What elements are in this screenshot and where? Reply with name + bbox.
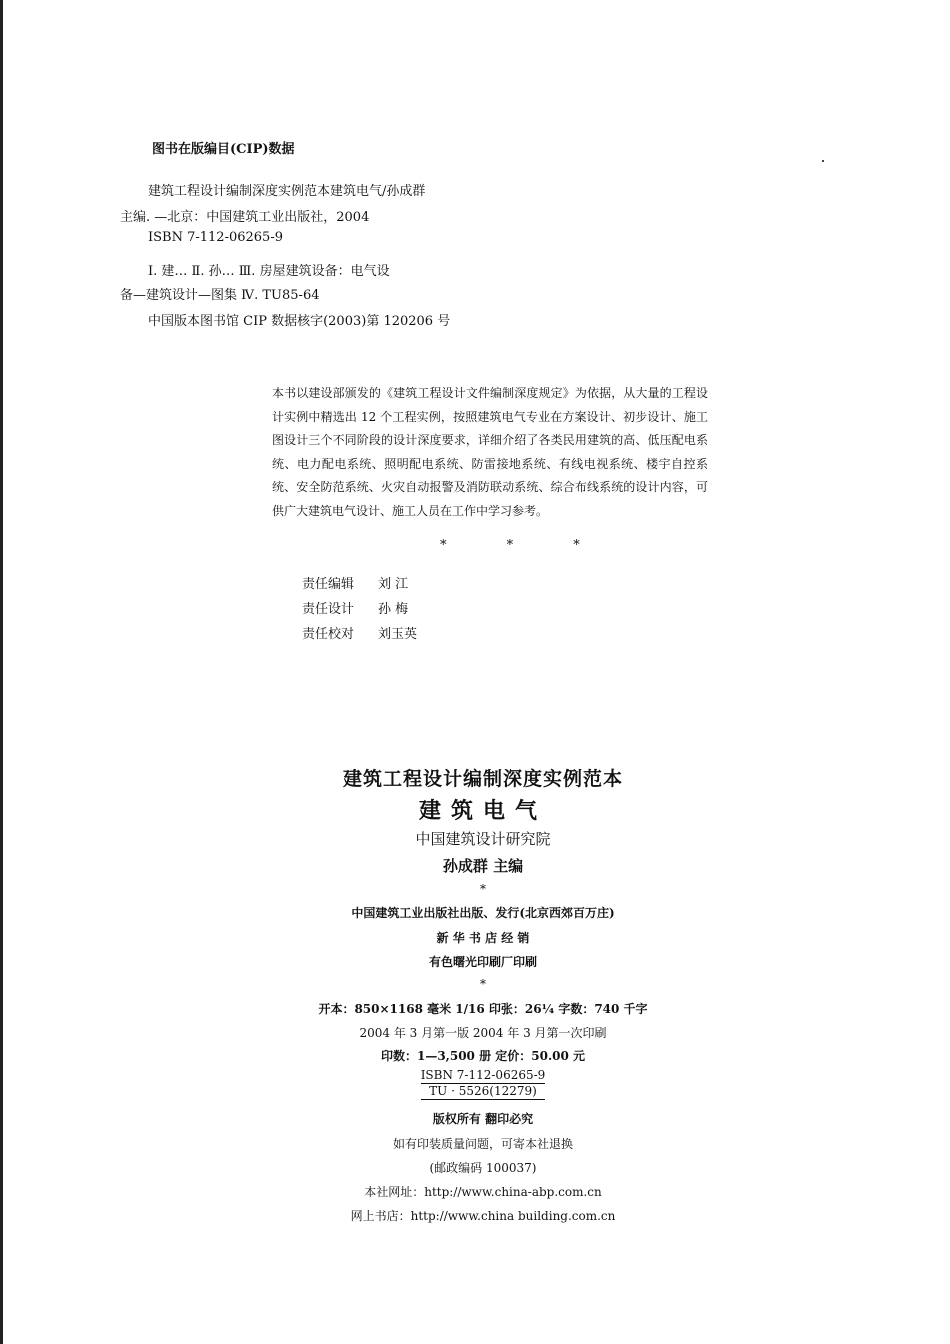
colophon-printer: 有色曙光印刷厂印刷 [428, 955, 537, 969]
colophon-star: * [480, 977, 486, 991]
colophon-rights: 版权所有 翻印必究 [432, 1112, 534, 1126]
colophon-classification: TU · 5526(12279) [421, 1084, 546, 1100]
credit-name: 刘玉英 [378, 627, 418, 642]
colophon-star: * [480, 882, 486, 896]
colophon-organization: 中国建筑设计研究院 [415, 830, 551, 848]
credits-block [302, 570, 417, 645]
colophon-publisher: 中国建筑工业出版社出版、发行(北京西郊百万庄) [351, 906, 615, 920]
colophon-website: 本社网址：http://www.china-abp.com.cn [364, 1185, 602, 1199]
colophon-specs: 开本：850×1168 毫米 1/16 印张：26¼ 字数：740 千字 [318, 1002, 648, 1016]
cip-line-record-number: 中国版本图书馆 CIP 数据核字(2003)第 120206 号 [148, 314, 451, 329]
separator-stars: * * * [440, 538, 608, 553]
isbn-box [421, 1068, 546, 1100]
colophon-main-title: 建筑工程设计编制深度实例范本 [342, 768, 623, 790]
colophon-bookstore: 网上书店：http://www.china building.com.cn [350, 1209, 616, 1223]
credit-row [302, 620, 417, 645]
credit-role: 责任编辑 [302, 577, 355, 592]
colophon-postcode: (邮政编码 100037) [429, 1161, 537, 1175]
colophon-distributor: 新 华 书 店 经 销 [436, 931, 530, 945]
colophon-print-run: 印数：1—3,500 册 定价：50.00 元 [380, 1049, 586, 1063]
colophon-editor: 孙成群 主编 [442, 857, 524, 875]
credit-name: 刘 江 [378, 577, 409, 592]
credit-role: 责任校对 [302, 627, 355, 642]
cip-heading: 图书在版编目(CIP)数据 [152, 142, 295, 157]
colophon-isbn: ISBN 7-112-06265-9 [420, 1068, 546, 1082]
cip-line-isbn: ISBN 7-112-06265-9 [148, 230, 283, 245]
scan-speck [822, 160, 824, 162]
credit-row [302, 570, 417, 595]
cip-line-classification: Ⅰ. 建… Ⅱ. 孙… Ⅲ. 房屋建筑设备：电气设 [148, 264, 390, 279]
colophon-edition: 2004 年 3 月第一版 2004 年 3 月第一次印刷 [359, 1026, 607, 1040]
colophon-return-notice: 如有印装质量问题，可寄本社退换 [392, 1137, 573, 1151]
cip-line-title: 建筑工程设计编制深度实例范本建筑电气/孙成群 [148, 184, 426, 199]
credit-row [302, 595, 417, 620]
credit-name: 孙 梅 [378, 602, 409, 617]
cip-line-classification-cont: 备—建筑设计—图集 Ⅳ. TU85-64 [120, 288, 320, 303]
credit-role: 责任设计 [302, 602, 355, 617]
colophon-isbn-box [0, 1068, 950, 1100]
book-summary: 本书以建设部颁发的《建筑工程设计文件编制深度规定》为依据，从大量的工程设计实例中精选出 12 个工程实例，按照建筑电气专业在方案设计、初步设计、施工图设计三个不同阶段的设计深度要求，详细介绍了各类民用建筑的高、低压配电系统、电力配电系统、照明配电系统、防雷接地系统、有线电视系统、楼宇自控系统、安全防范系统、火灾自动报警及消防联动系统、综合布线系统的设计内容，可供广大建筑电气设计、施工人员在工作中学习参考。 [272, 386, 708, 518]
cip-line-publisher: 主编. —北京：中国建筑工业出版社，2004 [120, 210, 370, 225]
colophon-subtitle: 建筑电气 [418, 799, 547, 824]
